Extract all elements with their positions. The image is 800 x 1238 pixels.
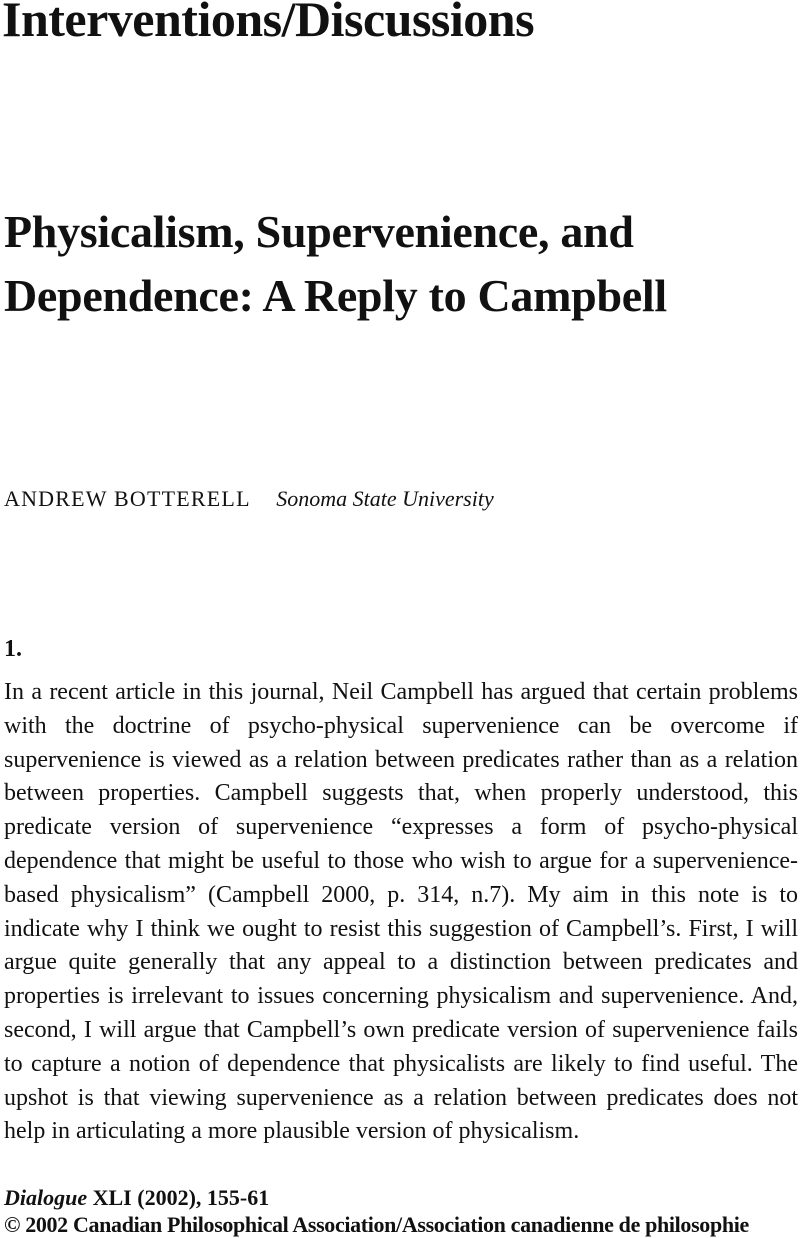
author-affiliation: Sonoma State University bbox=[276, 486, 494, 511]
article-title bbox=[4, 200, 667, 328]
copyright-notice: © 2002 Canadian Philosophical Association/Association canadienne de philosophie bbox=[4, 1212, 749, 1237]
section-number: 1. bbox=[4, 636, 22, 662]
author-name: ANDREW BOTTERELL bbox=[4, 486, 251, 511]
byline bbox=[4, 486, 494, 512]
article-title-line-2: Dependence: A Reply to Campbell bbox=[4, 270, 667, 321]
section-heading: Interventions/Discussions bbox=[2, 0, 535, 47]
page-footer bbox=[4, 1184, 800, 1238]
journal-citation bbox=[4, 1184, 800, 1211]
journal-name: Dialogue bbox=[4, 1185, 88, 1210]
body-paragraph: In a recent article in this journal, Neil Campbell has argued that certain problems with the doctrine of psycho-physical supervenience can be overcome if supervenience is viewed as a relation between predicates rather than as a relation between properties. Campbell suggests that, when properly understood, this predicate version of supervenience “expresses a form of psycho-physical dependence that might be useful to those who wish to argue for a supervenience-based physicalism” (Campbell 2000, p. 314, n.7). My aim in this note is to indicate why I think we ought to resist this suggestion of Campbell’s. First, I will argue quite generally that any appeal to a distinction between predicates and properties is irrelevant to issues concerning physicalism and supervenience. And, second, I will argue that Campbell’s own predicate version of supervenience fails to capture a notion of dependence that physicalists are likely to find useful. The upshot is that viewing supervenience as a relation between predicates does not help in articulating a more plausible version of physicalism. bbox=[4, 679, 798, 1145]
article-title-line-1: Physicalism, Supervenience, and bbox=[4, 206, 634, 257]
journal-volume-pages: XLI (2002), 155-61 bbox=[87, 1185, 270, 1210]
